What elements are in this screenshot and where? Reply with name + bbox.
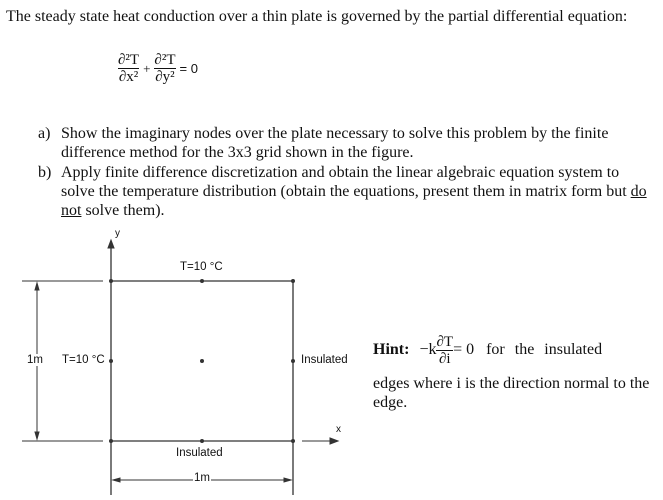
- bottom-boundary-label: Insulated: [176, 447, 223, 459]
- eq-plus: +: [143, 61, 151, 76]
- left-boundary-label: T=10 °C: [62, 354, 105, 366]
- item-b-label: b): [38, 164, 52, 181]
- item-a-text: Show the imaginary nodes over the plate necessary to solve this problem by the finite difference method for the 3x3 grid shown in the figure.: [61, 125, 609, 161]
- hint: Hint: −k $\frac{\partial T}{\partial i}$ = 0 for the insulated: [373, 334, 603, 367]
- eq-rhs: = 0: [179, 61, 198, 76]
- x-axis-label: x: [336, 424, 341, 435]
- right-boundary-label: Insulated: [301, 354, 348, 366]
- eq-den2: ∂y²: [155, 69, 175, 85]
- intro-text: The steady state heat conduction over a thin plate is governed by the partial differential equation:: [6, 8, 628, 25]
- width-dimension: 1m: [194, 472, 210, 484]
- height-dimension: 1m: [27, 354, 43, 366]
- item-b-text: Apply finite difference discretization and obtain the linear algebraic equation system to solve the temperature distribution (obtain the equations, present them in matrix form but do not solve them).: [61, 164, 647, 219]
- hint-text: edges where i is the direction normal to the edge.: [373, 375, 650, 411]
- eq-den1: ∂x²: [118, 69, 139, 85]
- eq-num1: ∂²T: [118, 52, 140, 68]
- underlined-do-not: do not: [61, 183, 647, 219]
- y-axis-label: y: [115, 228, 120, 239]
- top-boundary-label: T=10 °C: [180, 261, 223, 273]
- grid-nodes: [109, 279, 295, 443]
- hint-label: Hint:: [373, 341, 410, 359]
- item-a-label: a): [38, 125, 51, 142]
- eq-num2: ∂²T: [154, 52, 176, 68]
